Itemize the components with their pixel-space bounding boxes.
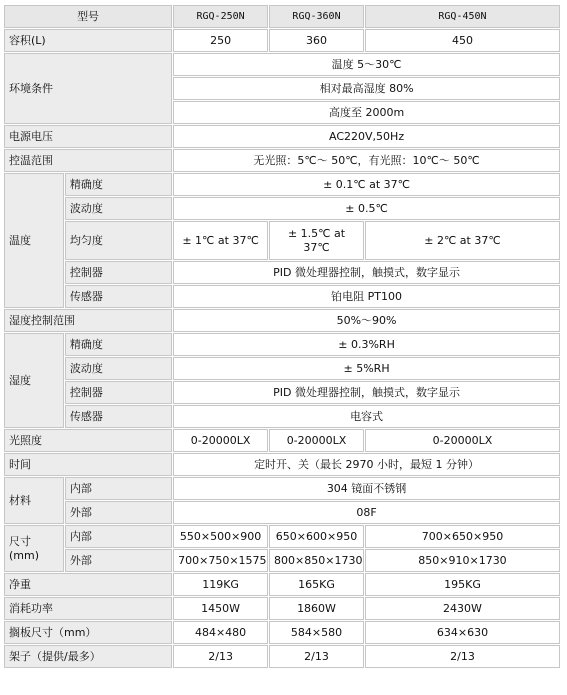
volume-value: 450 [365,29,560,52]
humidity-fluctuation-value: ± 5%RH [173,357,560,380]
material-inner-row [4,477,560,500]
volume-label: 容积(L) [4,29,172,52]
humidity-fluctuation-row [4,357,560,380]
power-value: AC220V,50Hz [173,125,560,148]
power-consumption-label: 消耗功率 [4,597,172,620]
environment-row [4,53,560,76]
material-outer-value: 08F [173,501,560,524]
shelf-size-label: 搁板尺寸（mm） [4,621,172,644]
temperature-controller-row [4,261,560,284]
illuminance-label: 光照度 [4,429,172,452]
shelves-label: 架子（提供/最多） [4,645,172,668]
humidity-accuracy-label: 精确度 [65,333,172,356]
illuminance-value: 0-20000LX [173,429,268,452]
power-row [4,125,560,148]
net-weight-value: 119KG [173,573,268,596]
time-label: 时间 [4,453,172,476]
dimensions-inner-row [4,525,560,548]
environment-label: 环境条件 [4,53,172,124]
model-360n: RGQ-360N [269,5,364,28]
dimensions-outer-value: 800×850×1730 [269,549,364,572]
humidity-label: 湿度 [4,333,64,428]
volume-value: 360 [269,29,364,52]
dimensions-inner-value: 650×600×950 [269,525,364,548]
material-outer-label: 外部 [65,501,172,524]
power-consumption-value: 1860W [269,597,364,620]
humidity-controller-label: 控制器 [65,381,172,404]
header-row [4,5,560,28]
temperature-sensor-label: 传感器 [65,285,172,308]
temperature-uniformity-value: ± 1℃ at 37℃ [173,221,268,260]
temperature-sensor-value: 铂电阻 PT100 [173,285,560,308]
temp-range-row [4,149,560,172]
temperature-controller-value: PID 微处理器控制，触摸式，数字显示 [173,261,560,284]
temperature-accuracy-value: ± 0.1℃ at 37℃ [173,173,560,196]
dimensions-outer-row [4,549,560,572]
power-consumption-row [4,597,560,620]
illuminance-row [4,429,560,452]
dimensions-label: 尺寸(mm) [4,525,64,572]
illuminance-value: 0-20000LX [365,429,560,452]
environment-temperature: 温度 5～30℃ [173,53,560,76]
shelves-row [4,645,560,668]
material-label: 材料 [4,477,64,524]
model-header: 型号 [4,5,172,28]
dimensions-outer-value: 850×910×1730 [365,549,560,572]
temperature-uniformity-row [4,221,560,260]
humidity-range-row [4,309,560,332]
temperature-label: 温度 [4,173,64,308]
dimensions-outer-value: 700×750×1575 [173,549,268,572]
net-weight-label: 净重 [4,573,172,596]
material-outer-row [4,501,560,524]
temperature-accuracy-label: 精确度 [65,173,172,196]
shelf-size-value: 634×630 [365,621,560,644]
humidity-controller-value: PID 微处理器控制，触摸式，数字显示 [173,381,560,404]
dimensions-inner-label: 内部 [65,525,172,548]
shelf-size-value: 484×480 [173,621,268,644]
temperature-fluctuation-value: ± 0.5℃ [173,197,560,220]
time-value: 定时开、关（最长 2970 小时，最短 1 分钟） [173,453,560,476]
material-inner-label: 内部 [65,477,172,500]
environment-altitude: 高度至 2000m [173,101,560,124]
humidity-accuracy-row [4,333,560,356]
shelf-size-value: 584×580 [269,621,364,644]
power-consumption-value: 2430W [365,597,560,620]
dimensions-inner-value: 700×650×950 [365,525,560,548]
shelves-value: 2/13 [365,645,560,668]
net-weight-value: 165KG [269,573,364,596]
power-consumption-value: 1450W [173,597,268,620]
shelf-size-row [4,621,560,644]
temperature-uniformity-label: 均匀度 [65,221,172,260]
humidity-controller-row [4,381,560,404]
environment-humidity: 相对最高湿度 80% [173,77,560,100]
humidity-accuracy-value: ± 0.3%RH [173,333,560,356]
dimensions-outer-label: 外部 [65,549,172,572]
humidity-sensor-row [4,405,560,428]
temperature-accuracy-row [4,173,560,196]
temperature-uniformity-value: ± 1.5℃ at 37℃ [269,221,364,260]
humidity-sensor-label: 传感器 [65,405,172,428]
temperature-uniformity-value: ± 2℃ at 37℃ [365,221,560,260]
model-250n: RGQ-250N [173,5,268,28]
temperature-fluctuation-row [4,197,560,220]
temperature-controller-label: 控制器 [65,261,172,284]
humidity-range-label: 湿度控制范围 [4,309,172,332]
volume-row [4,29,560,52]
spec-table [3,4,561,669]
shelves-value: 2/13 [173,645,268,668]
model-450n: RGQ-450N [365,5,560,28]
temp-range-label: 控温范围 [4,149,172,172]
time-row [4,453,560,476]
dimensions-inner-value: 550×500×900 [173,525,268,548]
humidity-fluctuation-label: 波动度 [65,357,172,380]
temp-range-value: 无光照：5℃～ 50℃，有光照：10℃～ 50℃ [173,149,560,172]
humidity-range-value: 50%～90% [173,309,560,332]
material-inner-value: 304 镜面不锈钢 [173,477,560,500]
net-weight-row [4,573,560,596]
temperature-sensor-row [4,285,560,308]
power-label: 电源电压 [4,125,172,148]
humidity-sensor-value: 电容式 [173,405,560,428]
volume-value: 250 [173,29,268,52]
shelves-value: 2/13 [269,645,364,668]
temperature-fluctuation-label: 波动度 [65,197,172,220]
illuminance-value: 0-20000LX [269,429,364,452]
net-weight-value: 195KG [365,573,560,596]
